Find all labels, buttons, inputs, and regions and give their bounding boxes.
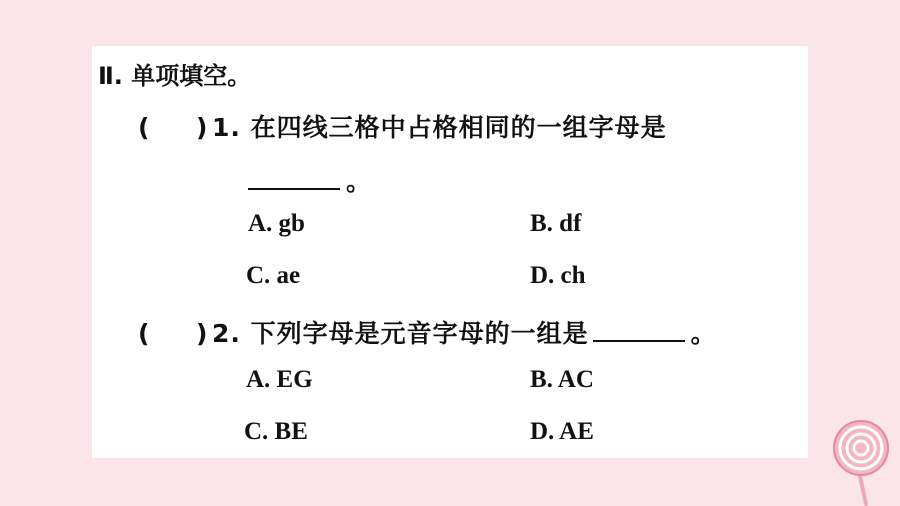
lollipop-icon	[826, 420, 896, 506]
option-1a[interactable]: A. gb	[248, 210, 305, 237]
option-1d[interactable]: D. ch	[530, 262, 586, 289]
question-1-end-mark: 。	[346, 167, 373, 196]
question-1	[138, 108, 667, 144]
option-2b[interactable]: B. AC	[530, 366, 594, 393]
fill-blank-1[interactable]	[248, 166, 340, 190]
exercise-card	[92, 46, 808, 458]
question-2-end-mark: 。	[690, 319, 717, 348]
option-2d[interactable]: D. AE	[530, 418, 594, 445]
question-1-text: 1. 在四线三格中占格相同的一组字母是	[212, 113, 667, 142]
option-2a[interactable]: A. EG	[246, 366, 313, 393]
question-1-blank-line	[248, 162, 372, 198]
question-2-text: 2. 下列字母是元音字母的一组是	[212, 319, 589, 348]
fill-blank-2[interactable]	[593, 318, 685, 342]
section-title: Ⅱ. 单项填空。	[98, 62, 252, 90]
answer-bracket-1[interactable]: ( )	[138, 113, 209, 142]
option-2c[interactable]: C. BE	[244, 418, 308, 445]
option-1b[interactable]: B. df	[530, 210, 582, 237]
question-2	[138, 314, 717, 350]
option-1c[interactable]: C. ae	[246, 262, 301, 289]
answer-bracket-2[interactable]: ( )	[138, 319, 209, 348]
